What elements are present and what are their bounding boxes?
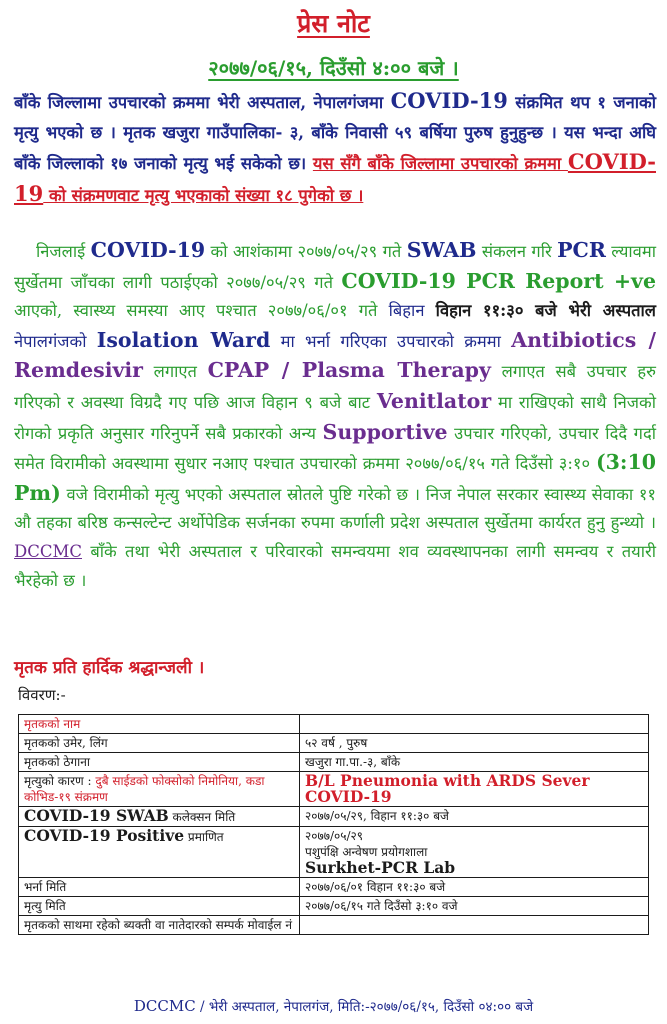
tribute-line: मृतक प्रति हार्दिक श्रद्धान्जली । bbox=[14, 658, 205, 678]
date-text: २०७७/०६/१५, दिउँसो ४:०० बजे । bbox=[208, 56, 459, 80]
positive-value bbox=[300, 827, 649, 878]
cause-label bbox=[19, 772, 300, 807]
detail-text-10: लगाएत सबै उपचार हरु गरिएको र अवस्था विग्रदै गए पछि आज विहान ९ बजे बाट bbox=[14, 362, 656, 412]
swab-label-en: COVID-19 SWAB bbox=[24, 806, 169, 825]
deceased-info-table bbox=[18, 714, 649, 935]
table-row bbox=[19, 827, 649, 878]
detail-pcr-report: COVID-19 PCR Report +ve bbox=[341, 268, 656, 293]
detail-text-8: मा भर्ना गरिएका उपचारको क्रममा bbox=[270, 331, 512, 351]
admission-date-label: भर्ना मिति bbox=[19, 878, 300, 897]
table-row bbox=[19, 715, 649, 734]
intro-highlight-covid: COVID- 19 bbox=[14, 149, 656, 206]
detail-text-6: बिहान bbox=[388, 301, 436, 321]
swab-date-label bbox=[19, 807, 300, 827]
detail-text-12: उपचार गरिएको, उपचार दिदै गर्दा समेत विरामीको अवस्थामा सुधार नआए पश्चात उपचारको क्रममा २०७७/०६/१५ गते दिउँसो ३:१० bbox=[14, 423, 656, 474]
footer-brand: DCCMC bbox=[133, 997, 196, 1015]
contact-label: मृतकको साथमा रहेको ब्यक्ती वा नातेदारको सम्पर्क मोवाईल नं bbox=[19, 916, 300, 935]
detail-text-7: नेपालगंजको bbox=[14, 331, 97, 351]
cause-value: B/L Pneumonia with ARDS Sever COVID-19 bbox=[300, 772, 649, 807]
positive-lab-np: पशुपंक्षि अन्वेषण प्रयोगशाला bbox=[305, 845, 428, 859]
detail-supportive: Supportive bbox=[322, 419, 448, 444]
details-label: विवरण:- bbox=[18, 686, 66, 704]
table-row bbox=[19, 878, 649, 897]
positive-label-np: प्रमाणित bbox=[184, 830, 224, 844]
table-row bbox=[19, 897, 649, 916]
swab-date-value: २०७७/०५/२९, विहान ११:३० बजे bbox=[300, 807, 649, 827]
detail-ventilator: Venitlator bbox=[376, 388, 492, 413]
title-text: प्रेस नोट bbox=[297, 9, 370, 38]
intro-text-1: बाँके जिल्लामा उपचारको क्रममा भेरी अस्पताल, नेपालगंजमा bbox=[14, 93, 391, 112]
detail-isolation-ward: Isolation Ward bbox=[96, 327, 271, 352]
intro-highlight-2: को संक्रमणवाट मृत्यु भएकाको संख्या १८ पुगेको छ । bbox=[43, 185, 364, 205]
detail-antibiotics: Antibiotics / Remdesivir bbox=[14, 327, 656, 383]
detail-admit-time: विहान ११:३० बजे भेरी अस्पताल bbox=[435, 301, 656, 321]
age-sex-label: मृतकको उमेर, लिंग bbox=[19, 734, 300, 753]
detail-death-time: (3:10 Pm) bbox=[14, 450, 656, 505]
name-label: मृतकको नाम bbox=[19, 715, 300, 734]
intro-text-2: संक्रमित थप १ जनाको मृत्यु भएको छ । मृतक खजुरा गाउँपालिका- ३, बाँके निवासी ५९ बर्षिया पुरुष हुनुहुन्छ । यस भन्दा अघि बाँके जिल्लाको १७ जनाको मृत्यु भई सकेको छ। bbox=[14, 93, 656, 173]
death-date-label: मृत्यु मिति bbox=[19, 897, 300, 916]
swab-label-np: कलेक्सन मिति bbox=[168, 810, 236, 824]
detail-text-3: संकलन गरि bbox=[476, 242, 558, 261]
detail-text-5: आएको, स्वास्थ्य समस्या आए पश्चात २०७७/०६/०१ गते bbox=[14, 301, 389, 321]
table-row bbox=[19, 807, 649, 827]
detail-text-2: को आशंकामा २०७७/०५/२९ गते bbox=[205, 242, 407, 261]
press-note-title bbox=[0, 8, 667, 40]
detail-swab-term: SWAB bbox=[406, 238, 477, 262]
detail-text-13: वजे विरामीको मृत्यु भएको अस्पताल स्रोतले पुष्टि गरेको छ । निज नेपाल सरकार स्वास्थ्य सेवाका ११ औ तहका बरिष्ठ कन्सल्टेन्ट अर्थोपेडिक सर्जनका रुपमा कर्णाली प्रदेश अस्पताल सुर्खेतमा कार्यरत हुनु हुन्थ्यो । bbox=[14, 484, 656, 533]
address-value: खजुरा गा.पा.-३, बाँके bbox=[300, 753, 649, 772]
positive-date: २०७७/०५/२९ bbox=[305, 829, 364, 843]
name-value bbox=[300, 715, 649, 734]
admission-date-value: २०७७/०६/०१ विहान ११:३० बजे bbox=[300, 878, 649, 897]
detail-cpap-plasma: CPAP / Plasma Therapy bbox=[207, 358, 491, 383]
address-label: मृतकको ठेगाना bbox=[19, 753, 300, 772]
positive-label bbox=[19, 827, 300, 878]
detail-text-1: निजलाई bbox=[36, 242, 91, 261]
detail-pcr-term: PCR bbox=[557, 238, 606, 262]
footer-line bbox=[0, 996, 667, 1017]
table-row bbox=[19, 734, 649, 753]
detail-covid-term: COVID-19 bbox=[90, 238, 206, 262]
detail-paragraph bbox=[14, 236, 656, 595]
death-date-value: २०७७/०६/१५ गते दिउँसो ३:१० वजे bbox=[300, 897, 649, 916]
cause-label-detail: दुबै साईडको फोक्सोको निमोनिया, कडा कोभिड-१९ संक्रमण bbox=[24, 774, 265, 804]
detail-text-9: लगाएत bbox=[142, 362, 208, 382]
intro-covid-term: COVID-19 bbox=[390, 88, 508, 113]
detail-text-14: बाँके तथा भेरी अस्पताल र परिवारको समन्वयमा शव व्यवस्थापनका लागी समन्वय र तयारी भैरहेको छ । bbox=[14, 541, 656, 590]
footer-text: / भेरी अस्पताल, नेपालगंज, मिति:-२०७७/०६/१५, दिउँसो ०४:०० बजे bbox=[195, 999, 534, 1015]
table-row bbox=[19, 753, 649, 772]
detail-text-11: मा राखिएको साथै निजको रोगको प्रकृति अनुसार गरिनुपर्ने सबै प्रकारको अन्य bbox=[14, 392, 657, 443]
press-note-date bbox=[0, 54, 667, 82]
contact-value bbox=[300, 916, 649, 935]
positive-label-en: COVID-19 Positive bbox=[24, 826, 185, 845]
cause-label-prefix: मृत्युको कारण : bbox=[24, 774, 96, 788]
detail-text-4: ल्यावमा सुर्खेतमा जाँचका लागी पठाईएको २०७७/०५/२९ गते bbox=[14, 242, 656, 292]
age-sex-value: ५२ वर्ष , पुरुष bbox=[300, 734, 649, 753]
table-row bbox=[19, 772, 649, 807]
positive-lab-en: Surkhet-PCR Lab bbox=[305, 858, 456, 877]
intro-paragraph bbox=[14, 86, 656, 210]
table-row bbox=[19, 916, 649, 935]
detail-dccmc: DCCMC bbox=[14, 541, 82, 561]
intro-highlight-1: यस सँगै बाँके जिल्लामा उपचारको क्रममा bbox=[312, 154, 568, 173]
